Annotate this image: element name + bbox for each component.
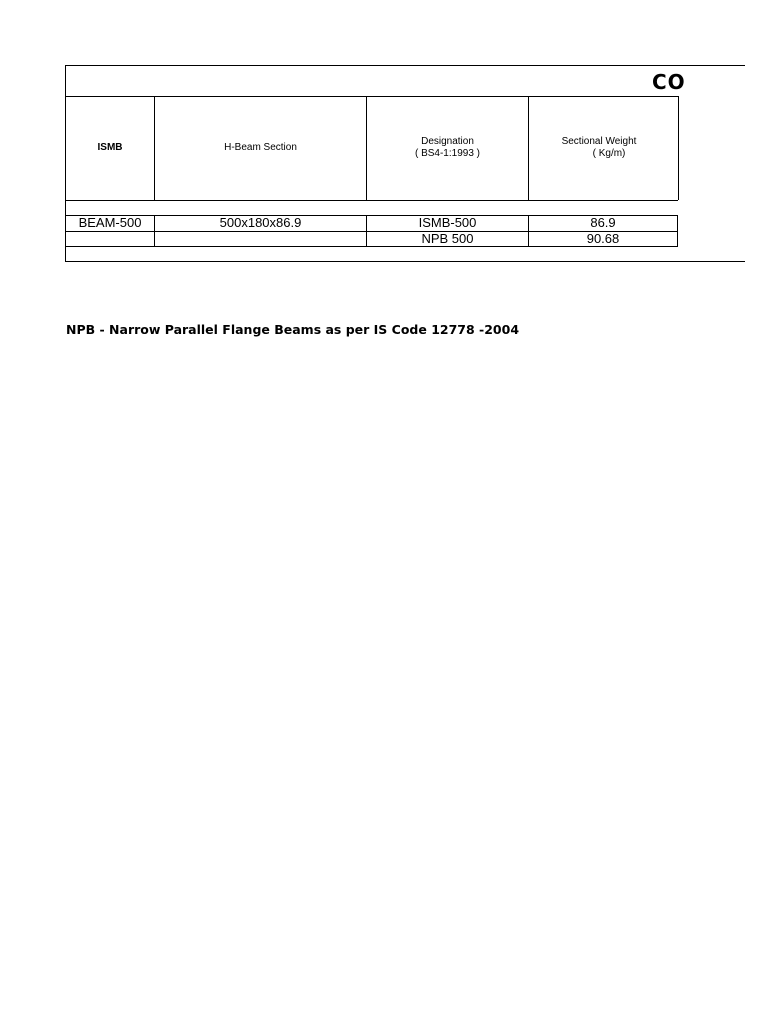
header-sectional-weight: Sectional Weight bbox=[561, 136, 637, 147]
npb-footnote: NPB - Narrow Parallel Flange Beams as per IS Code 12778 -2004 bbox=[66, 322, 520, 337]
row1-h-beam-section: 500x180x86.9 bbox=[219, 215, 302, 230]
table-title: CO bbox=[652, 70, 686, 94]
header-designation: Designation bbox=[421, 136, 474, 147]
row1-sectional-weight: 86.9 bbox=[590, 215, 616, 230]
header-h-beam-section: H-Beam Section bbox=[224, 142, 297, 153]
row2-sectional-weight: 90.68 bbox=[586, 231, 620, 246]
col-divider-3-header bbox=[528, 96, 529, 200]
row1-designation: ISMB-500 bbox=[418, 215, 477, 230]
header-sectional-weight-unit: ( Kg/m) bbox=[592, 148, 626, 159]
header-ismb: ISMB bbox=[97, 142, 123, 153]
col-divider-4-body bbox=[677, 215, 678, 246]
header-designation-standard: ( BS4-1:1993 ) bbox=[414, 148, 481, 159]
row1-ismb: BEAM-500 bbox=[78, 215, 142, 230]
row2-designation: NPB 500 bbox=[421, 231, 474, 246]
header-top-border bbox=[65, 96, 678, 97]
header-bottom-border bbox=[65, 200, 678, 201]
